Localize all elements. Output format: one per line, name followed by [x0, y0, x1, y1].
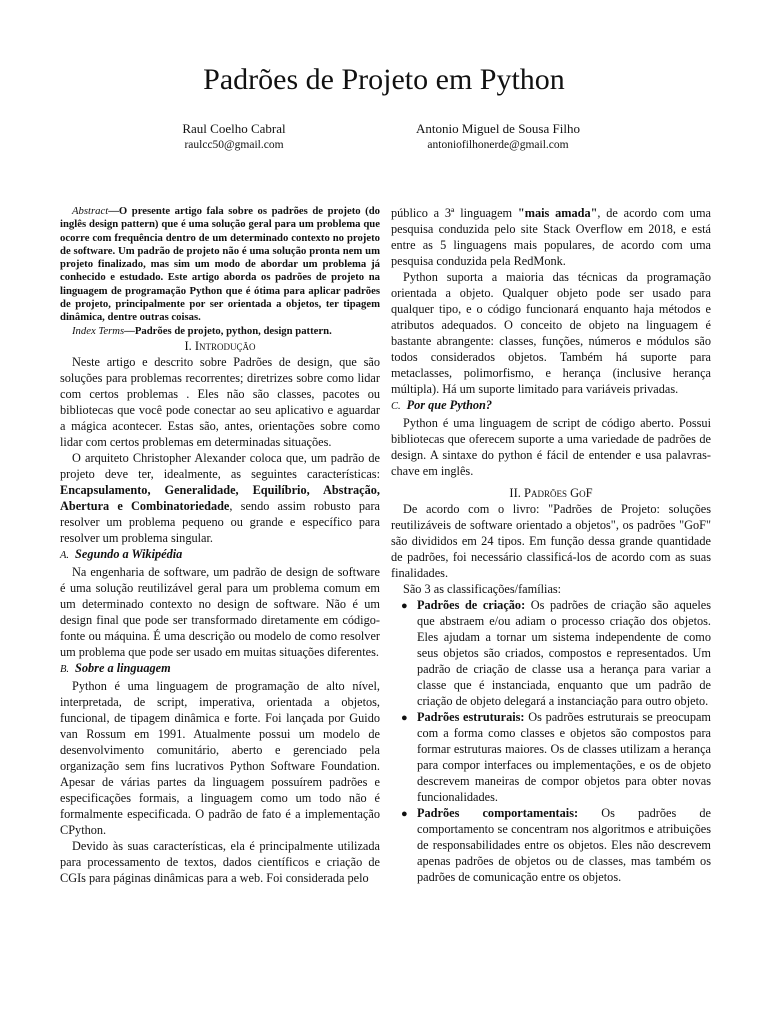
author-2 [368, 121, 628, 153]
author-name: Raul Coelho Cabral [182, 121, 286, 136]
bullet-icon: ● [401, 600, 408, 612]
list-item: ● Padrões de criação: Os padrões de criação são aqueles que abstraem e/ou adiam o processo criação dos objetos. Eles ajudam a tornar um sistema independente de como seus objetos são criados, compostos e representados. Um padrão de criação de classe usa a herança para variar a classe que é instanciada, enquanto que um padrão de criação de objeto delegará a instanciação para outro objeto. [401, 598, 712, 708]
paragraph: Na engenharia de software, um padrão de design de software é uma solução reutilizável geral para um problema comum em um determinado contexto no design de software. Não é um design final que pode ser transformado diretamente em código-fonte ou máquina. É uma descrição ou modelo de como resolver um problema que pode ser usado em muitas situações diferentes. [60, 564, 380, 659]
paragraph: Python é uma linguagem de programação de alto nível, interpretada, de script, imperativa, orientada a objetos, funcional, de tipagem dinâmica e forte. Foi lançada por Guido van Rossum em 1991. Atualmente possui um modelo de desenvolvimento comunitário, aberto e gerenciado pela organização sem fins lucrativos Python Software Foundation. Apesar de várias partes da linguagem possuírem padrões e especificações formais, a linguagem como um todo não é formalmente especificada. O padrão de fato é a implementação CPython. [60, 678, 380, 837]
subsection-heading-linguagem: B. Sobre a linguagem [60, 660, 171, 675]
paper-title: Padrões de Projeto em Python [203, 63, 565, 96]
bold-text: "mais amada" [517, 206, 598, 220]
author-email: antoniofilhonerde@gmail.com [427, 139, 569, 151]
paragraph: Python é uma linguagem de script de código aberto. Possui bibliotecas que oferecem suporte a uma variedade de padrões de design. A sintaxe do python é fácil de entender e usa palavras-chave em inglês. [391, 416, 711, 478]
bold-text: Encapsulamento, Generalidade, Equilíbrio, Abstração, Abertura e Combinatoriedade [60, 482, 380, 513]
author-name: Antonio Miguel de Sousa Filho [416, 121, 580, 136]
section-heading-padroes-gof: II. Padrões GoF [509, 486, 593, 500]
bullet-icon: ● [401, 808, 408, 820]
paragraph: Devido às suas características, ela é principalmente utilizada para processamento de textos, dados científicos e criação de CGIs para páginas dinâmicas para a web. Foi considerada pelo [60, 838, 380, 885]
section-heading-introducao: I. Introdução [184, 338, 256, 353]
index-terms-text: —Padrões de projeto, python, design pattern. [124, 324, 332, 337]
index-terms [60, 325, 380, 338]
paragraph: Python suporta a maioria das técnicas da programação orientada a objeto. Qualquer objeto pode ser usado para qualquer tipo, e o código funcionará enquanto haja métodos e atributos adequados. O conceito de objeto na linguagem é bastante abrangente: classes, funções, números e módulos são todos considerados objetos. Também há suporte para metaclasses, polimorfismo, e herança (inclusive herança múltipla). Há um suporte limitado para variáveis privadas. [391, 270, 711, 396]
list-item: ● Padrões comportamentais: Os padrões de comportamento se concentram nos algoritmos e atribuições de responsabilidades entre os objetos. Eles não descrevem apenas padrões de objetos ou de classes, mas também os padrões de comunicação entre os objetos. [401, 806, 711, 884]
classification-list [391, 597, 711, 885]
left-column [60, 205, 380, 886]
paragraph: O arquiteto Christopher Alexander coloca que, um padrão de projeto deve ter, idealmente, as seguintes características: Encapsulamento, Generalidade, Equilíbrio, Abstração, Abertura e Combinatoriedade, sendo assim robusto para resolver um problema pequeno ou grande e específico para resolver um problema singular. [60, 450, 380, 545]
list-item: ● Padrões estruturais: Os padrões estruturais se preocupam com a forma como classes e objetos são compostos para formar estruturas maiores. Os de classes utilizam a herança para compor interfaces ou implementações, e os de objeto descrevem maneiras de compor objetos para obter novas funcionalidades. [401, 710, 711, 804]
author-email: raulcc50@gmail.com [184, 139, 284, 151]
abstract-text: —O presente artigo fala sobre os padrões de projeto (do inglês design pattern) que é uma solução geral para um problema que ocorre com frequência dentro de um determinado contexto no projeto de software. Um padrão de projeto não é uma solução pronta nem um projeto finalizado, mas sim um modo de abordar um problema já conhecido e estudado. Este artigo aborda os padrões de projeto na linguagem de programação Python que é ótima para aplicar padrões de projeto, principalmente por ser orientada a objetos, ter tipagem dinâmica, dentre outras coisas. [60, 205, 380, 324]
right-column [391, 205, 711, 885]
subsection-heading-por-que-python: C. Por que Python? [391, 398, 493, 412]
paragraph: São 3 as classificações/famílias: [403, 582, 562, 596]
paragraph: público a 3ª linguagem "mais amada", de acordo com uma pesquisa conduzida pelo site Stack Overflow em 2018, e está entre as 5 linguagens mais populares, de acordo com uma pesquisa conduzida pela RedMonk. [391, 206, 711, 268]
paragraph: Neste artigo e descrito sobre Padrões de design, que são soluções para problemas recorrentes; diretrizes sobre como lidar com certos problemas . Eles não são classes, pacotes ou bibliotecas que você pode conectar ao seu aplicativo e aguardar a mágica acontecer. Estas são, antes, orientações sobre como lidar com certos problemas em determinadas situações. [60, 354, 380, 449]
abstract [60, 205, 380, 325]
subsection-heading-wikipedia: A. Segundo a Wikipédia [60, 546, 183, 561]
paragraph: De acordo com o livro: "Padrões de Projeto: soluções reutilizáveis de software orientado a objetos", os padrões "GoF" são divididos em 24 tipos. Em função dessa grande quantidade de padrões, foi necessário classificá-los de acordo com as suas finalidades. [391, 502, 711, 580]
bullet-icon: ● [401, 712, 408, 724]
author-1 [104, 121, 364, 153]
index-terms-label: Index Terms [72, 324, 125, 337]
abstract-label: Abstract [72, 205, 109, 217]
